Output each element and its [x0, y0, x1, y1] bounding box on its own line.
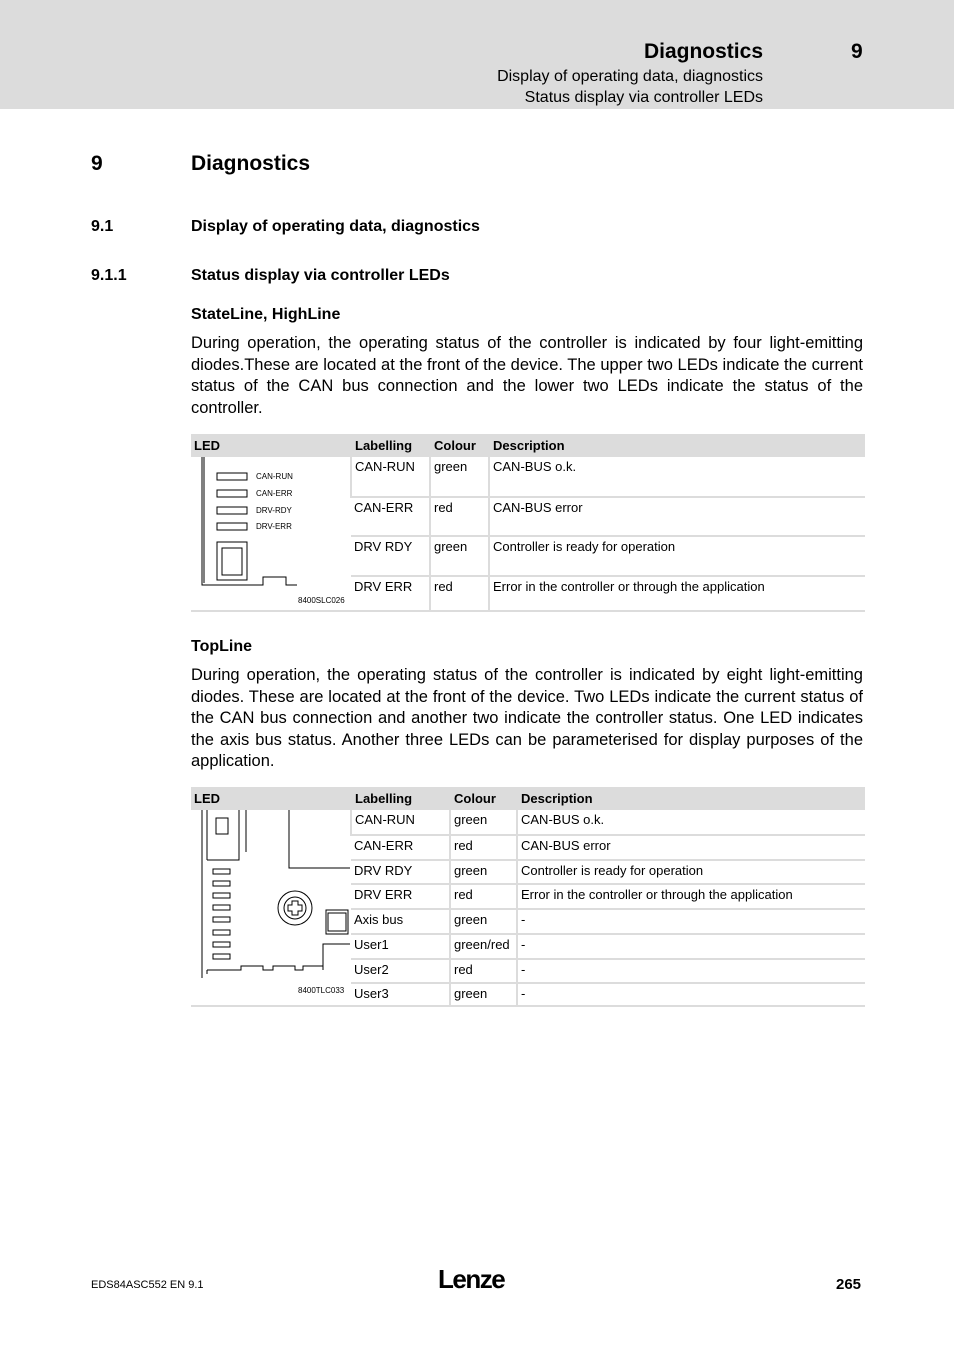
figure-code-stateline: 8400SLC026: [298, 596, 345, 605]
col-header-description: Description: [489, 434, 865, 457]
header-subtitle-1: Display of operating data, diagnostics: [497, 68, 763, 85]
row-description: CAN-BUS o.k.: [489, 457, 865, 497]
header-chapter-title: Diagnostics: [643, 40, 763, 63]
col-header-labelling: Labelling: [351, 434, 430, 457]
figure-code-topline: 8400TLC033: [298, 986, 345, 995]
footer-page-number: 265: [836, 1276, 862, 1293]
stateline-paragraph: During operation, the operating status of the controller is indicated by four light-emitting diodes.These are located at the front of the device. The upper two LEDs indicate the current status of the CAN bus connection and the lower two LEDs indicate the status of the controller.: [191, 334, 863, 417]
row-description: -: [517, 934, 865, 959]
row-labelling: DRV RDY: [351, 860, 450, 885]
row-description: CAN-BUS error: [517, 835, 865, 860]
row-colour: green: [450, 983, 517, 1006]
row-labelling: User1: [351, 934, 450, 959]
heading-3-title: Status display via controller LEDs: [191, 267, 450, 284]
row-description: Controller is ready for operation: [489, 536, 865, 576]
row-description: Error in the controller or through the application: [517, 884, 865, 909]
col-header-description: Description: [517, 787, 865, 810]
stateline-heading: StateLine, HighLine: [191, 306, 341, 323]
heading-2-title: Display of operating data, diagnostics: [191, 218, 480, 235]
row-labelling: CAN-ERR: [351, 835, 450, 860]
figure-label-can-err: CAN-ERR: [256, 489, 293, 498]
lenze-logo: [437, 1264, 513, 1299]
row-labelling: DRV ERR: [351, 576, 430, 612]
row-labelling: DRV RDY: [351, 536, 430, 576]
figure-label-can-run: CAN-RUN: [256, 472, 293, 481]
row-labelling: CAN-ERR: [351, 497, 430, 537]
row-description: Controller is ready for operation: [517, 860, 865, 885]
row-description: CAN-BUS o.k.: [517, 810, 865, 835]
figure-label-drv-rdy: DRV-RDY: [256, 506, 292, 515]
row-description: -: [517, 909, 865, 934]
row-description: Error in the controller or through the application: [489, 576, 865, 612]
col-header-colour: Colour: [430, 434, 489, 457]
row-colour: red: [450, 959, 517, 984]
col-header-led: LED: [191, 434, 351, 457]
row-colour: red: [450, 835, 517, 860]
topline-paragraph: During operation, the operating status of the controller is indicated by eight light-emitting diodes. These are located at the front of the device. Two LEDs indicate the current status of the CAN bus connection and another two indicate the controller status. One LED indicates the axis bus status. Another three LEDs can be parameterised for display purposes of the application.: [191, 666, 863, 770]
row-colour: green: [430, 536, 489, 576]
table-row: [191, 810, 865, 835]
row-colour: red: [430, 497, 489, 537]
header-chapter-number: 9: [851, 40, 863, 63]
col-header-labelling: Labelling: [351, 787, 450, 810]
table-row: [191, 457, 865, 497]
header-subtitle-2: Status display via controller LEDs: [524, 89, 763, 106]
row-labelling: User3: [351, 983, 450, 1006]
heading-1-title: Diagnostics: [191, 152, 311, 175]
row-labelling: DRV ERR: [351, 884, 450, 909]
row-description: CAN-BUS error: [489, 497, 865, 537]
stateline-led-figure: [191, 457, 351, 611]
topline-heading: TopLine: [191, 638, 253, 655]
row-colour: green/red: [450, 934, 517, 959]
row-labelling: Axis bus: [351, 909, 450, 934]
col-header-colour: Colour: [450, 787, 517, 810]
svg-text:Lenze: Lenze: [438, 1264, 505, 1294]
topline-device-diagram: [191, 810, 350, 1002]
stateline-led-table: [191, 434, 865, 612]
row-colour: green: [430, 457, 489, 497]
heading-3-number: 9.1.1: [91, 267, 127, 284]
topline-led-figure: [191, 810, 351, 1006]
heading-1-number: 9: [91, 152, 103, 175]
row-description: -: [517, 959, 865, 984]
heading-2-number: 9.1: [91, 218, 114, 235]
row-labelling: CAN-RUN: [351, 457, 430, 497]
page-header-band: [0, 0, 954, 109]
row-labelling: User2: [351, 959, 450, 984]
row-colour: green: [450, 810, 517, 835]
row-colour: green: [450, 909, 517, 934]
footer-document-id: EDS84ASC552 EN 9.1: [91, 1279, 204, 1291]
topline-led-table: [191, 787, 865, 1007]
stateline-device-diagram: [191, 457, 350, 607]
figure-label-drv-err: DRV-ERR: [256, 522, 292, 531]
lenze-logo-icon: [437, 1264, 513, 1294]
row-description: -: [517, 983, 865, 1006]
col-header-led: LED: [191, 787, 351, 810]
row-colour: red: [430, 576, 489, 612]
row-colour: red: [450, 884, 517, 909]
row-labelling: CAN-RUN: [351, 810, 450, 835]
row-colour: green: [450, 860, 517, 885]
